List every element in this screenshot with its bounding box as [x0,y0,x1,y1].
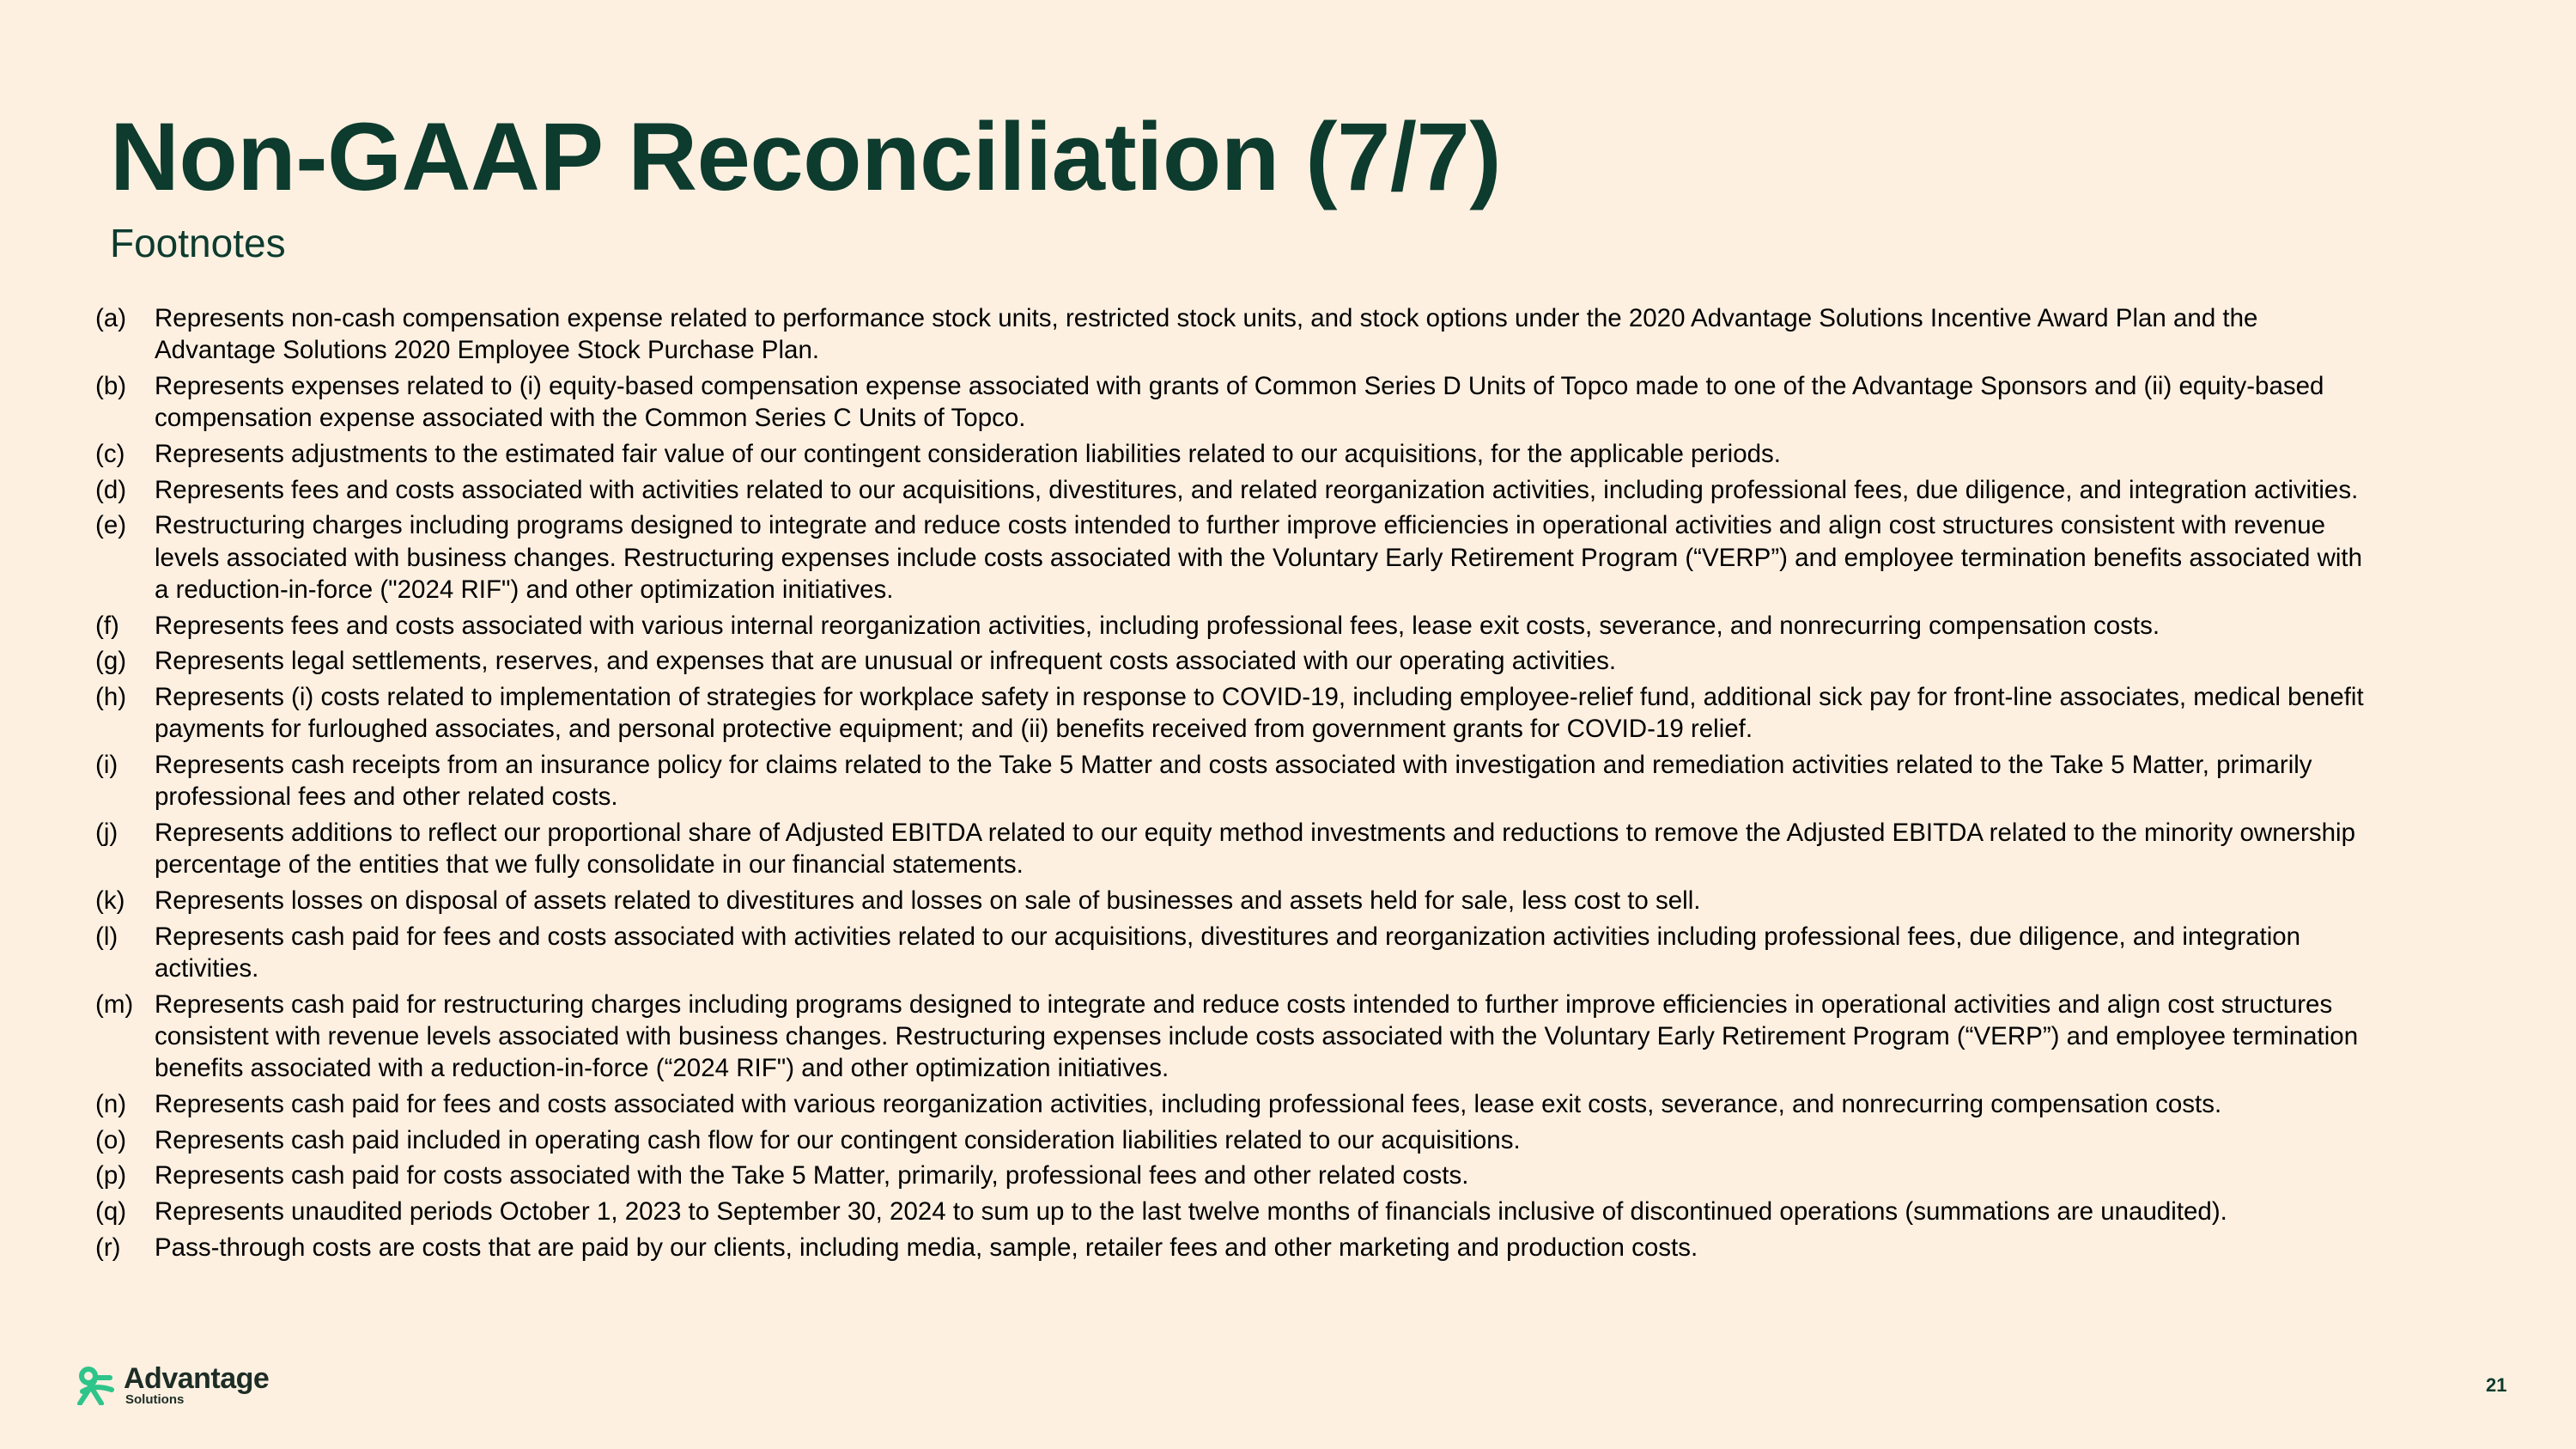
footnote-text: Represents cash paid for fees and costs associated with various reorganization activities, including professional fees, lease exit costs, severance, and nonrecurring compensation costs. [155,1089,2222,1118]
footnote-label: (f) [95,611,119,640]
footnote-label: (a) [95,304,127,332]
footnote-text: Represents unaudited periods October 1, 2023 to September 30, 2024 to sum up to the last twelve months of financials inclusive of discontinued operations (summations are unaudited). [155,1196,2227,1226]
footnote-label: (o) [95,1125,127,1154]
footnote-label: (g) [95,647,127,676]
footnote-text: Represents adjustments to the estimated fair value of our contingent consideration liabilities related to our acquisitions, for the applicable periods. [155,439,1781,468]
footnote-item [95,1160,2371,1191]
footnotes-list [95,302,2371,1267]
footnote-item [95,610,2371,642]
footnote-item [95,509,2371,606]
footnote-item [95,921,2371,985]
footnote-item [95,681,2371,746]
advantage-solutions-logo [76,1364,269,1406]
footnote-label: (e) [95,511,127,540]
footnote-label: (b) [95,371,127,400]
footnote-label: (j) [95,818,118,847]
footnote-item [95,749,2371,813]
footnote-text: Represents legal settlements, reserves, and expenses that are unusual or infrequent costs associated with our operating activities. [155,647,1617,676]
footnote-item [95,885,2371,916]
footnote-text: Represents cash paid for costs associated with the Take 5 Matter, primarily, professional fees and other related costs. [155,1161,1469,1190]
page-number: 21 [2486,1374,2507,1396]
footnote-text: Represents fees and costs associated with various internal reorganization activities, including professional fees, lease exit costs, severance, and nonrecurring compensation costs. [155,611,2160,640]
footnote-label: (p) [95,1161,127,1190]
footnote-text: Restructuring charges including programs designed to integrate and reduce costs intended to further improve efficiencies in operational activities and align cost structures consistent with revenue levels associated with business changes. Restructuring expenses include costs associated with the Voluntary Early Retirement Program (“VERP”) and employee termination benefits associated with a reduction-in-force ("2024 RIF") and other optimization initiatives. [155,511,2363,604]
page-subtitle: Footnotes [110,221,286,265]
logo-mark-icon [76,1366,115,1405]
footnote-item [95,370,2371,435]
footnote-item [95,645,2371,677]
footnote-text: Represents cash paid for fees and costs associated with activities related to our acquisitions, divestitures and reorganization activities including professional fees, due diligence, and integration activities. [155,922,2301,983]
page-title: Non-GAAP Reconciliation (7/7) [110,103,1502,210]
footnote-label: (h) [95,683,127,711]
footnote-text: Represents cash paid for restructuring charges including programs designed to integrate and reduce costs intended to further improve efficiencies in operational activities and align cost structures consistent with revenue levels associated with business changes. Restructuring expenses include costs associated with the Voluntary Early Retirement Program (“VERP”) and employee termination benefits associated with a reduction-in-force (“2024 RIF") and other optimization initiatives. [155,989,2359,1083]
footnote-item [95,1124,2371,1156]
footnote-text: Represents additions to reflect our proportional share of Adjusted EBITDA related to our equity method investments and reductions to remove the Adjusted EBITDA related to the minority ownership percentage of the entities that we fully consolidate in our financial statements. [155,818,2355,880]
footnote-item [95,1088,2371,1120]
footnote-item [95,1232,2371,1263]
footnote-text: Pass-through costs are costs that are paid by our clients, including media, sample, retailer fees and other marketing and production costs. [155,1233,1698,1262]
footnote-item [95,474,2371,506]
footnote-item [95,989,2371,1085]
footnote-text: Represents expenses related to (i) equity-based compensation expense associated with grants of Common Series D Units of Topco made to one of the Advantage Sponsors and (ii) equity-based compensation expense associated with the Common Series C Units of Topco. [155,371,2324,433]
footnote-text: Represents losses on disposal of assets related to divestitures and losses on sale of businesses and assets held for sale, less cost to sell. [155,886,1701,915]
logo-subtext: Solutions [125,1392,185,1407]
footnote-text: Represents cash receipts from an insurance policy for claims related to the Take 5 Matter and costs associated with investigation and remediation activities related to the Take 5 Matter, primarily professional fees and other related costs. [155,750,2312,812]
footnote-label: (c) [95,439,125,468]
footnote-label: (r) [95,1233,121,1262]
footnote-item [95,1196,2371,1227]
footnote-item [95,302,2371,367]
footnote-label: (i) [95,750,118,779]
footnote-text: Represents fees and costs associated with activities related to our acquisitions, divestitures, and related reorganization activities, including professional fees, due diligence, and integration activities. [155,475,2359,504]
footnote-item [95,438,2371,470]
footnote-label: (d) [95,475,127,504]
footnote-label: (k) [95,886,125,915]
footnote-label: (m) [95,989,134,1019]
footnote-item [95,817,2371,881]
footnote-text: Represents non-cash compensation expense related to performance stock units, restricted stock units, and stock options under the 2020 Advantage Solutions Incentive Award Plan and the Advantage Solutions 2020 Employee Stock Purchase Plan. [155,304,2258,365]
logo-wordmark: Advantage [124,1362,270,1395]
footnote-label: (n) [95,1089,127,1118]
footnote-text: Represents cash paid included in operating cash flow for our contingent consideration liabilities related to our acquisitions. [155,1125,1521,1154]
footnote-label: (q) [95,1196,127,1226]
footnote-text: Represents (i) costs related to implementation of strategies for workplace safety in response to COVID-19, including employee-relief fund, additional sick pay for front-line associates, medical benefit payments for furloughed associates, and personal protective equipment; and (ii) benefits received from government grants for COVID-19 relief. [155,683,2364,744]
footnote-label: (l) [95,922,118,951]
